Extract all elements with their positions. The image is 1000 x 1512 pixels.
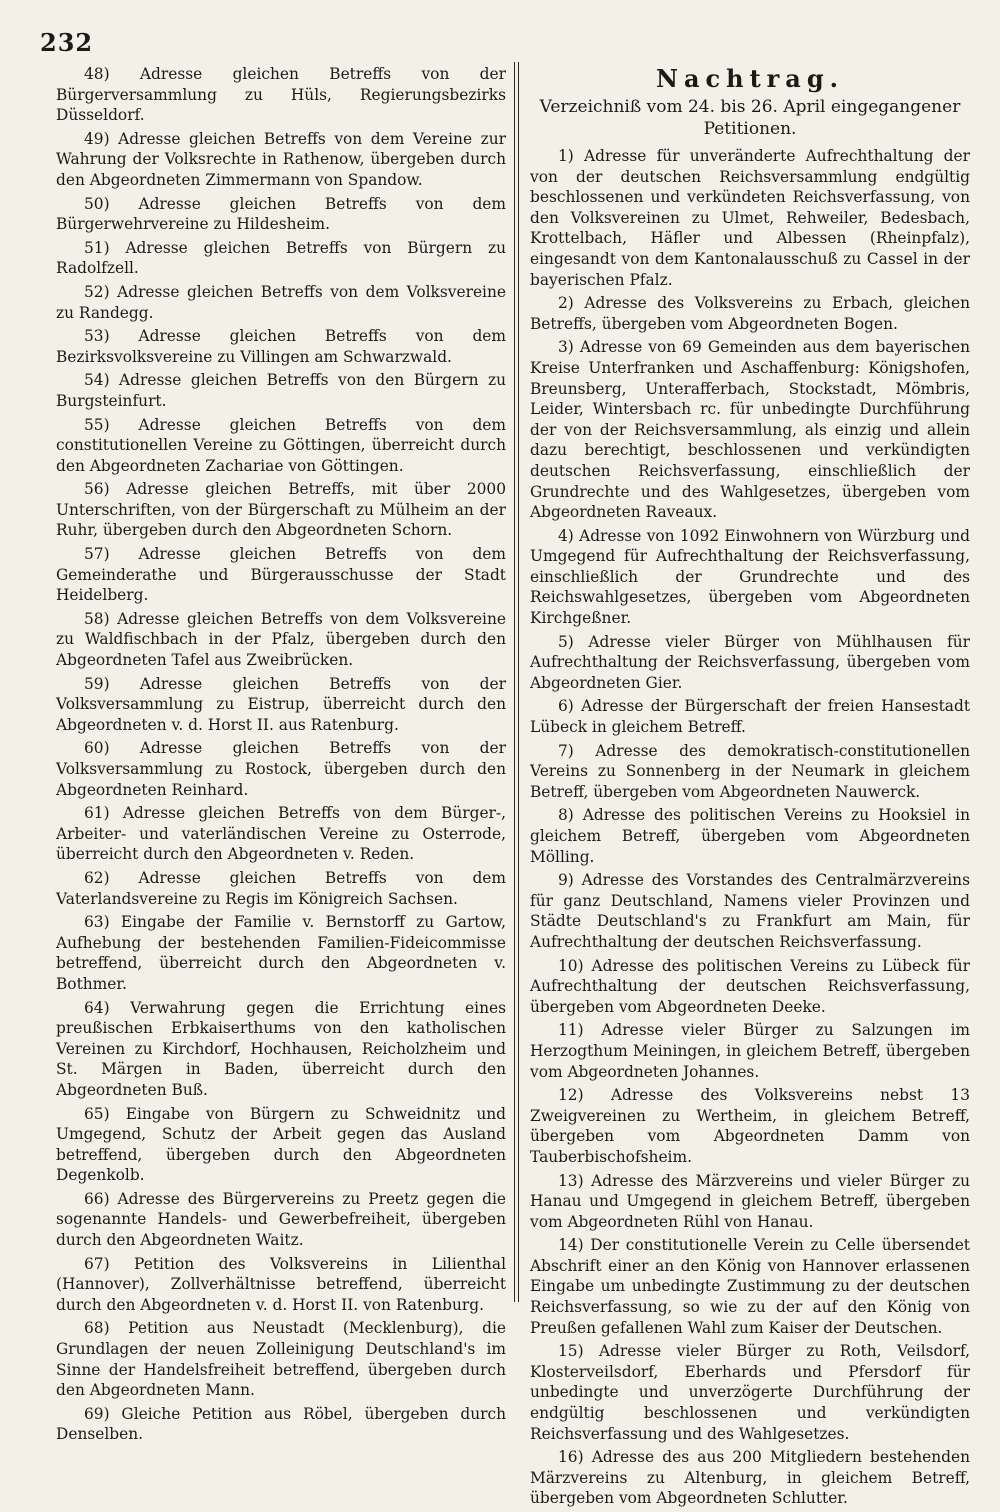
petition-entry: 53) Adresse gleichen Betreffs von dem Bezirksvolksvereine zu Villingen am Schwarzwald. — [56, 327, 506, 366]
petition-entry: 6) Adresse der Bürgerschaft der freien Hansestadt Lübeck in gleichem Betreff. — [530, 697, 970, 737]
petition-entry: 56) Adresse gleichen Betreffs, mit über 2000 Unterschriften, von der Bürgerschaft zu Mülheim an der Ruhr, übergeben durch den Abgeordneten Schorn. — [56, 480, 506, 540]
petition-entry: 1) Adresse für unveränderte Aufrechthaltung der von der deutschen Reichsversammlung endgültig beschlossenen und verkündeten Reichsverfassung, von den Volksvereinen zu Ulmet, Rehweiler, Bedesbach, Krottelbach, Häfler und Albessen (Rheinpfalz), eingesandt von dem Kantonalausschuß zu Cassel in der bayerischen Pfalz. — [530, 147, 970, 289]
petition-entry: 62) Adresse gleichen Betreffs von dem Vaterlandsvereine zu Regis im Königreich Sachsen. — [56, 868, 506, 908]
petition-entry: 58) Adresse gleichen Betreffs von dem Volksvereine zu Waldfischbach in der Pfalz, übergeben durch den Abgeordneten Tafel aus Zweibrücken. — [56, 609, 506, 670]
petition-entry: 55) Adresse gleichen Betreffs von dem constitutionellen Vereine zu Göttingen, überreicht durch den Abgeordneten Zachariae von Göttingen. — [56, 415, 506, 475]
petition-entry: 3) Adresse von 69 Gemeinden aus dem bayerischen Kreise Unterfranken und Aschaffenburg: Königshofen, Breunsberg, Unterafferbach, Stockstadt, Mömbris, Leider, Wintersbach rc. für unbedingte Durchführung der von der Reichsversammlung, als einzig und allein dazu berechtigt, beschlossenen und verkündigten deutschen Reichsverfassung, einschließlich der Grundrechte und des Wahlgesetzes, übergeben vom Abgeordneten Raveaux. — [530, 338, 970, 522]
petition-entry: 8) Adresse des politischen Vereins zu Hooksiel in gleichem Betreff, übergeben vom Abgeordneten Mölling. — [530, 806, 970, 866]
right-column — [530, 64, 970, 1512]
petition-entry: 67) Petition des Volksvereins in Lilienthal (Hannover), Zollverhältnisse betreffend, überreicht durch den Abgeordneten v. d. Horst II. von Ratenburg. — [56, 1254, 506, 1314]
petition-entry: 65) Eingabe von Bürgern zu Schweidnitz und Umgegend, Schutz der Arbeit gegen das Ausland betreffend, übergeben durch den Abgeordneten Degenkolb. — [56, 1104, 506, 1185]
petition-entry: 51) Adresse gleichen Betreffs von Bürgern zu Radolfzell. — [56, 238, 506, 278]
petition-entry: 4) Adresse von 1092 Einwohnern von Würzburg und Umgegend für Aufrechthaltung der Reichsverfassung, einschließlich der Grundrechte und des Reichswahlgesetzes, übergeben vom Abgeordneten Kirchgeßner. — [530, 526, 970, 628]
petition-entry: 9) Adresse des Vorstandes des Centralmärzvereins für ganz Deutschland, Namens vieler Provinzen und Städte Deutschland's zu Frankfurt am Main, für Aufrechthaltung der deutschen Reichsverfassung. — [530, 871, 970, 951]
petition-entry: 12) Adresse des Volksvereins nebst 13 Zweigvereinen zu Wertheim, in gleichem Betreff, übergeben vom Abgeordneten Damm von Tauberbischofsheim. — [530, 1086, 970, 1166]
petition-entry: 48) Adresse gleichen Betreffs von der Bürgerversammlung zu Hüls, Regierungsbezirks Düsseldorf. — [56, 65, 506, 125]
petition-entry: 52) Adresse gleichen Betreffs von dem Volksvereine zu Randegg. — [56, 282, 506, 322]
petition-entry: 50) Adresse gleichen Betreffs von dem Bürgerwehrvereine zu Hildesheim. — [56, 194, 506, 234]
petition-entry: 69) Gleiche Petition aus Röbel, übergeben durch Denselben. — [56, 1404, 506, 1444]
petition-entry: 68) Petition aus Neustadt (Mecklenburg), die Grundlagen der neuen Zolleinigung Deutschland's im Sinne der Handelsfreiheit betreffend, übergeben durch den Abgeordneten Mann. — [56, 1319, 506, 1400]
petition-entry: 49) Adresse gleichen Betreffs von dem Vereine zur Wahrung der Volksrechte in Rathenow, übergeben durch den Abgeordneten Zimmermann von Spandow. — [56, 129, 506, 189]
petition-entry: 57) Adresse gleichen Betreffs von dem Gemeinderathe und Bürgerausschusse der Stadt Heidelberg. — [56, 545, 506, 605]
petition-entry: 7) Adresse des demokratisch-constitutionellen Vereins zu Sonnenberg in der Neumark in gleichem Betreff, übergeben vom Abgeordneten Nauwerck. — [530, 741, 970, 801]
petition-entry: 13) Adresse des Märzvereins und vieler Bürger zu Hanau und Umgegend in gleichem Betreff, übergeben vom Abgeordneten Rühl von Hanau. — [530, 1171, 970, 1231]
petition-entry: 15) Adresse vieler Bürger zu Roth, Veilsdorf, Klosterveilsdorf, Eberhards und Pfersdorf für unbedingte und unverzögerte Durchführung der endgültig beschlossenen und verkündigten Reichsverfassung und des Wahlgesetzes. — [530, 1342, 970, 1443]
petition-entry: 66) Adresse des Bürgervereins zu Preetz gegen die sogenannte Handels- und Gewerbefreiheit, übergeben durch den Abgeordneten Waitz. — [56, 1189, 506, 1250]
supplement-title: Nachtrag. — [656, 64, 844, 93]
petition-entry: 5) Adresse vieler Bürger von Mühlhausen für Aufrechthaltung der Reichsverfassung, übergeben vom Abgeordneten Gier. — [530, 632, 970, 692]
page-number: 232 — [40, 28, 94, 57]
petition-entry: 59) Adresse gleichen Betreffs von der Volksversammlung zu Eistrup, überreicht durch den Abgeordneten v. d. Horst II. aus Ratenburg. — [56, 674, 506, 734]
petition-entry: 54) Adresse gleichen Betreffs von den Bürgern zu Burgsteinfurt. — [56, 371, 506, 410]
petition-entry: 10) Adresse des politischen Vereins zu Lübeck für Aufrechthaltung der deutschen Reichsverfassung, übergeben vom Abgeordneten Deeke. — [530, 956, 970, 1016]
petition-entry: 14) Der constitutionelle Verein zu Celle übersendet Abschrift einer an den König von Hannover erlassenen Eingabe um unbedingte Zustimmung zu der deutschen Reichsverfassung, so wie zu der auf den König von Preußen gefallenen Wahl zum Kaiser der Deutschen. — [530, 1236, 970, 1337]
left-column — [56, 64, 506, 1448]
petition-entry: 64) Verwahrung gegen die Errichtung eines preußischen Erbkaiserthums von den katholischen Vereinen zu Kirchdorf, Hochhausen, Reicholzheim und St. Märgen in Baden, überreicht durch den Abgeordneten Buß. — [56, 998, 506, 1099]
petition-entry: 2) Adresse des Volksvereins zu Erbach, gleichen Betreffs, übergeben vom Abgeordneten Bogen. — [530, 294, 970, 333]
petition-entry: 63) Eingabe der Familie v. Bernstorff zu Gartow, Aufhebung der bestehenden Familien-Fideicommisse betreffend, überreicht durch den Abgeordneten v. Bothmer. — [56, 913, 506, 993]
column-divider-secondary — [518, 62, 519, 1302]
supplement-subtitle: Verzeichniß vom 24. bis 26. April eingegangener Petitionen. — [539, 97, 961, 139]
petition-entry: 11) Adresse vieler Bürger zu Salzungen im Herzogthum Meiningen, in gleichem Betreff, übergeben vom Abgeordneten Johannes. — [530, 1021, 970, 1081]
petition-entry: 61) Adresse gleichen Betreffs von dem Bürger-, Arbeiter- und vaterländischen Vereine zu Osterrode, überreicht durch den Abgeordneten v. Reden. — [56, 804, 506, 864]
petition-entry: 60) Adresse gleichen Betreffs von der Volksversammlung zu Rostock, übergeben durch den Abgeordneten Reinhard. — [56, 739, 506, 799]
petition-entry: 16) Adresse des aus 200 Mitgliedern bestehenden Märzvereins zu Altenburg, in gleichem Betreff, übergeben vom Abgeordneten Schlutter. — [530, 1448, 970, 1508]
column-divider — [514, 62, 515, 1302]
